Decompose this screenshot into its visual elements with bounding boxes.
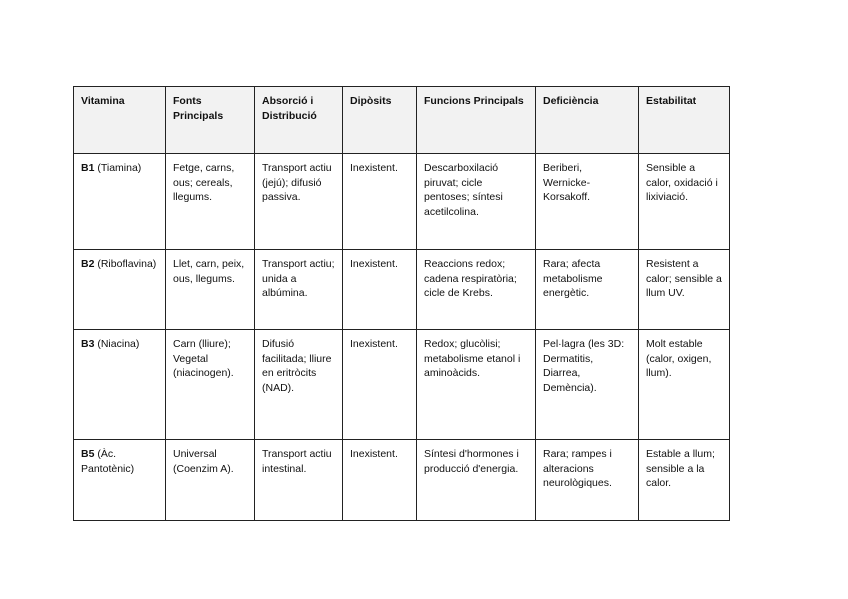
cell-sources: Fetge, carns, ous; cereals, llegums. — [166, 154, 255, 250]
cell-stability: Estable a llum; sensible a la calor. — [639, 440, 730, 521]
vitamin-name: (Niacina) — [94, 338, 140, 350]
cell-deposits: Inexistent. — [343, 154, 417, 250]
cell-vitamin — [74, 330, 166, 440]
vitamin-name: (Tiamina) — [94, 162, 142, 174]
cell-functions: Descarboxilació piruvat; cicle pentoses; síntesi acetilcolina. — [417, 154, 536, 250]
cell-deposits: Inexistent. — [343, 250, 417, 330]
cell-stability: Molt estable (calor, oxigen, llum). — [639, 330, 730, 440]
cell-deposits: Inexistent. — [343, 330, 417, 440]
vitamin-code: B1 — [81, 162, 95, 174]
vitamin-code: B2 — [81, 258, 95, 270]
header-deposits: Dipòsits — [343, 87, 417, 154]
header-vitamin: Vitamina — [74, 87, 166, 154]
table-row — [74, 330, 730, 440]
header-functions: Funcions Principals — [417, 87, 536, 154]
cell-absorption: Transport actiu; unida a albúmina. — [255, 250, 343, 330]
cell-deficiency: Rara; rampes i alteracions neurològiques. — [536, 440, 639, 521]
vitamin-code: B3 — [81, 338, 95, 350]
header-deficiency: Deficiència — [536, 87, 639, 154]
table-row — [74, 250, 730, 330]
vitamin-name: (Àc. Pantotènic) — [81, 448, 135, 475]
cell-deficiency: Beriberi, Wernicke-Korsakoff. — [536, 154, 639, 250]
table-header-row — [74, 87, 730, 154]
cell-functions: Redox; glucòlisi; metabolisme etanol i aminoàcids. — [417, 330, 536, 440]
cell-stability: Resistent a calor; sensible a llum UV. — [639, 250, 730, 330]
cell-functions: Síntesi d'hormones i producció d'energia. — [417, 440, 536, 521]
table-row — [74, 154, 730, 250]
vitamin-code: B5 — [81, 448, 95, 460]
cell-deficiency: Rara; afecta metabolisme energètic. — [536, 250, 639, 330]
header-sources: Fonts Principals — [166, 87, 255, 154]
cell-absorption: Transport actiu intestinal. — [255, 440, 343, 521]
cell-sources: Universal (Coenzim A). — [166, 440, 255, 521]
cell-vitamin — [74, 440, 166, 521]
cell-sources: Carn (lliure); Vegetal (niacinogen). — [166, 330, 255, 440]
header-absorption: Absorció i Distribució — [255, 87, 343, 154]
cell-vitamin — [74, 154, 166, 250]
cell-absorption: Difusió facilitada; lliure en eritròcits (NAD). — [255, 330, 343, 440]
table-row — [74, 440, 730, 521]
cell-sources: Llet, carn, peix, ous, llegums. — [166, 250, 255, 330]
cell-functions: Reaccions redox; cadena respiratòria; cicle de Krebs. — [417, 250, 536, 330]
cell-deposits: Inexistent. — [343, 440, 417, 521]
header-stability: Estabilitat — [639, 87, 730, 154]
vitamin-name: (Riboflavina) — [94, 258, 157, 270]
cell-stability: Sensible a calor, oxidació i lixiviació. — [639, 154, 730, 250]
cell-deficiency: Pel·lagra (les 3D: Dermatitis, Diarrea, Demència). — [536, 330, 639, 440]
cell-absorption: Transport actiu (jejú); difusió passiva. — [255, 154, 343, 250]
vitamin-table — [73, 86, 730, 521]
cell-vitamin — [74, 250, 166, 330]
